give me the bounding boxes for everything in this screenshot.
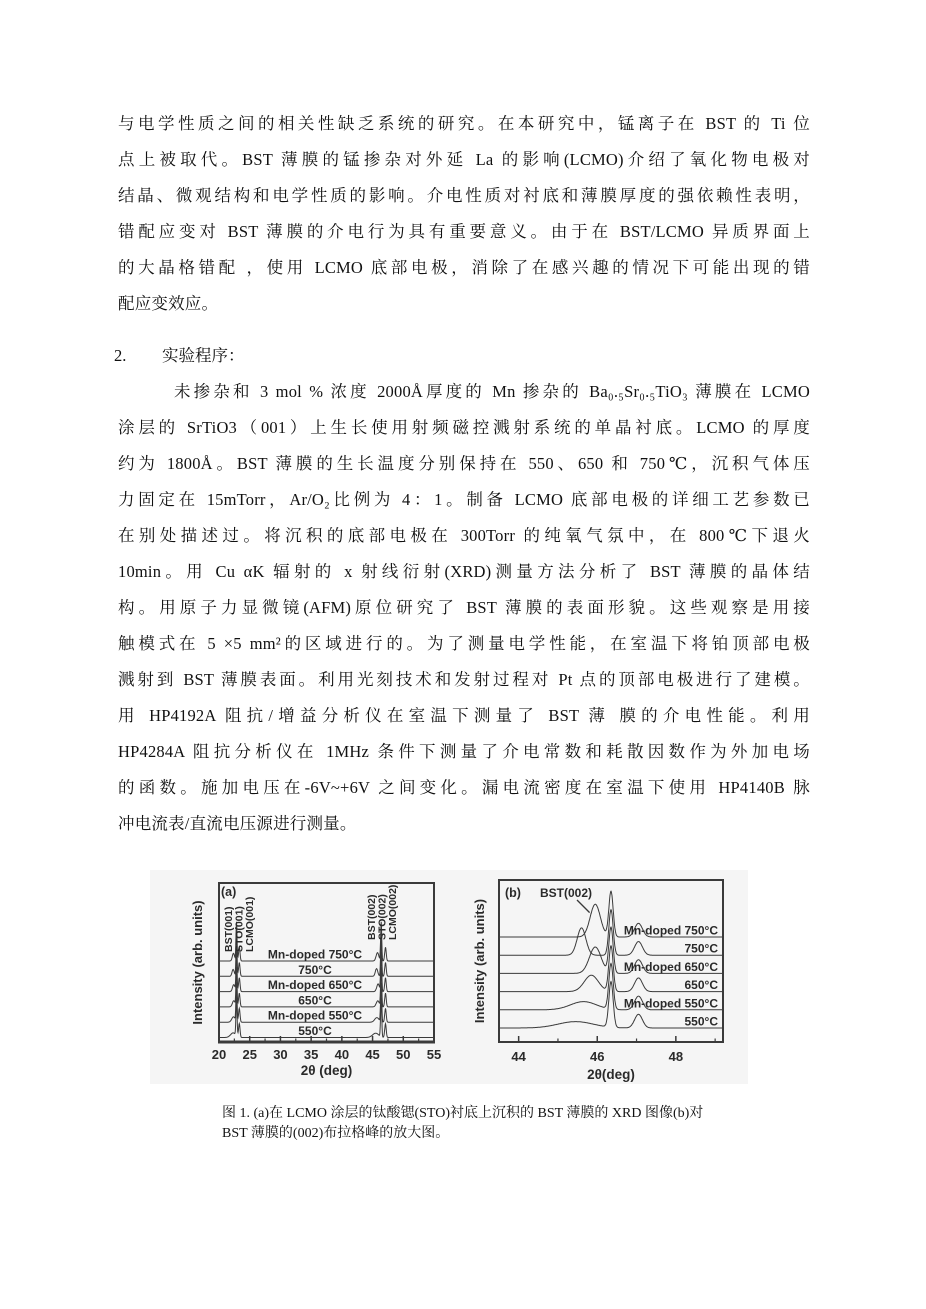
- x-tick-label: 55: [426, 1047, 442, 1062]
- text-line: 冲电流表/直流电压源进行测量。: [118, 814, 357, 833]
- curve-label: Mn-doped 750°C: [623, 923, 718, 938]
- paragraph-1: [118, 106, 810, 322]
- y-axis-title: Intensity (arb. units): [190, 900, 205, 1025]
- xrd-chart-panel-b: [448, 870, 748, 1084]
- section-title: 实验程序：: [162, 346, 245, 365]
- curve-label: 550°C: [684, 1014, 718, 1029]
- curve-label: Mn-doped 750°C: [267, 947, 363, 962]
- text-line: 的函数。施加电压在-6V~+6V 之间变化。漏电流密度在室温下使用 HP4140B 脉: [118, 778, 810, 797]
- curve-label: 650°C: [298, 993, 332, 1008]
- text-line: 约为 1800Å。BST 薄膜的生长温度分别保持在 550、650 和 750℃，沉积气体压: [118, 454, 810, 473]
- x-tick-label: 44: [511, 1049, 526, 1064]
- paragraph-2: [118, 374, 810, 842]
- curve-label: 550°C: [298, 1024, 332, 1038]
- text-line: 构。用原子力显微镜(AFM)原位研究了 BST 薄膜的表面形貌。这些观察是用接: [118, 598, 810, 617]
- curve-label: 750°C: [298, 962, 332, 977]
- caption-line: 图 1. (a)在 LCMO 涂层的钛酸锶(STO)衬底上沉积的 BST 薄膜的 XRD 图像(b)对: [222, 1106, 704, 1121]
- figure-caption: [222, 1104, 722, 1144]
- curve-label: 650°C: [684, 978, 718, 993]
- xrd-chart-panel-a: [150, 870, 450, 1084]
- curve-label: Mn-doped 550°C: [267, 1008, 363, 1023]
- x-tick-label: 50: [396, 1047, 411, 1062]
- section-heading: [114, 338, 245, 374]
- text-line: 溅射到 BST 薄膜表面。利用光刻技术和发射过程对 Pt 点的顶部电极进行了建模。: [118, 670, 810, 689]
- panel-label: (b): [505, 886, 521, 900]
- text-line: 用 HP4192A 阻抗/增益分析仪在室温下测量了 BST 薄 膜的介电性能。利用: [118, 706, 810, 725]
- annotation-text: BST(002): [539, 886, 593, 900]
- x-tick-label: 35: [303, 1047, 319, 1062]
- x-tick-label: 40: [334, 1047, 350, 1062]
- peak-label: BST(002): [366, 894, 379, 940]
- x-tick-label: 45: [365, 1047, 380, 1062]
- x-tick-label: 30: [273, 1047, 288, 1062]
- x-tick-label: 48: [668, 1049, 684, 1064]
- text-line: 触模式在 5 ×5 mm²的区域进行的。为了测量电学性能，在室温下将铂顶部电极: [118, 634, 810, 653]
- text-line: 与电学性质之间的相关性缺乏系统的研究。在本研究中，锰离子在 BST 的 Ti 位: [118, 114, 810, 133]
- text-line: 结晶、微观结构和电学性质的影响。介电性质对衬底和薄膜厚度的强依赖性表明，: [118, 186, 810, 205]
- text-line: HP4284A 阻抗分析仪在 1MHz 条件下测量了介电常数和耗散因数作为外加电场: [118, 742, 810, 761]
- text-line: 配应变效应。: [118, 294, 219, 313]
- curve-label: 750°C: [684, 941, 718, 956]
- x-axis-title: 2θ (deg): [300, 1063, 353, 1078]
- x-tick-label: 20: [211, 1047, 227, 1062]
- peak-label: LCMO(002): [387, 884, 399, 940]
- text-line: 未掺杂和 3 mol % 浓度 2000Å厚度的 Mn 掺杂的 Ba₀.₅Sr₀.₅TiO₃ 薄膜在 LCMO: [174, 382, 810, 401]
- text-line: 力固定在 15mTorr，Ar/O₂比例为 4：1。制备 LCMO 底部电极的详细工艺参数已: [118, 490, 810, 509]
- peak-label: STO(002): [376, 894, 389, 940]
- x-axis-title: 2θ(deg): [587, 1067, 635, 1082]
- caption-line: BST 薄膜的(002)布拉格峰的放大图。: [222, 1126, 450, 1141]
- curve-label: Mn-doped 650°C: [623, 959, 718, 974]
- panel-label: (a): [221, 885, 237, 899]
- section-number: 2.: [114, 346, 127, 365]
- x-tick-label: 46: [590, 1049, 605, 1064]
- peak-label: STO(001): [233, 906, 246, 952]
- text-line: 的大晶格错配 ，使用 LCMO 底部电极，消除了在感兴趣的情况下可能出现的错: [118, 258, 810, 277]
- text-line: 10min。用 Cu αK 辐射的 x 射线衍射(XRD)测量方法分析了 BST 薄膜的晶体结: [118, 562, 810, 581]
- curve-label: Mn-doped 550°C: [623, 996, 718, 1011]
- y-axis-title: Intensity (arb. units): [472, 898, 487, 1024]
- curve-label: Mn-doped 650°C: [267, 978, 363, 993]
- text-line: 涂层的 SrTiO3（001）上生长使用射频磁控溅射系统的单晶衬底。LCMO 的厚度: [118, 418, 810, 437]
- text-line: 在别处描述过。将沉积的底部电极在 300Torr 的纯氧气氛中，在 800℃下退火: [118, 526, 810, 545]
- text-line: 错配应变对 BST 薄膜的介电行为具有重要意义。由于在 BST/LCMO 异质界面上: [118, 222, 810, 241]
- x-tick-label: 25: [242, 1047, 257, 1062]
- peak-label: BST(001): [222, 906, 235, 952]
- text-line: 点上被取代。BST 薄膜的锰掺杂对外延 La 的影响(LCMO)介绍了氧化物电极对: [118, 150, 810, 169]
- peak-label: LCMO(001): [243, 896, 256, 952]
